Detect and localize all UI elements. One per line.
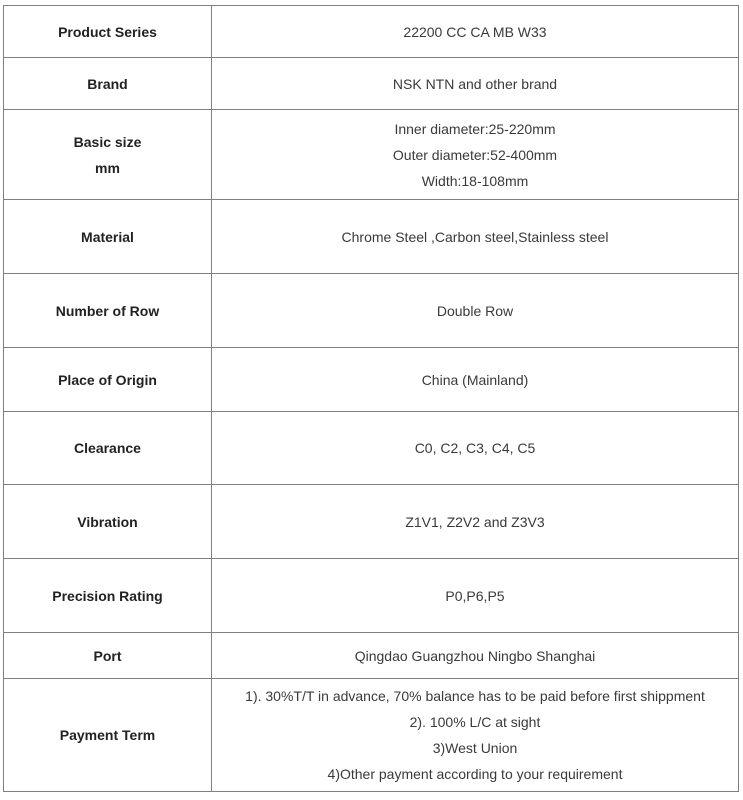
table-row — [4, 485, 739, 559]
table-row — [4, 6, 739, 58]
row-label-material: Material — [4, 200, 212, 274]
table-row — [4, 633, 739, 679]
table-row — [4, 348, 739, 412]
row-value-number-of-row: Double Row — [212, 274, 739, 348]
table-row — [4, 679, 739, 792]
row-value-precision-rating: P0,P6,P5 — [212, 559, 739, 633]
row-label-port: Port — [4, 633, 212, 679]
row-label-product-series: Product Series — [4, 6, 212, 58]
row-label-brand: Brand — [4, 58, 212, 110]
row-value-material: Chrome Steel ,Carbon steel,Stainless steel — [212, 200, 739, 274]
table-row — [4, 559, 739, 633]
table-row — [4, 412, 739, 485]
row-value-vibration: Z1V1, Z2V2 and Z3V3 — [212, 485, 739, 559]
row-value-port: Qingdao Guangzhou Ningbo Shanghai — [212, 633, 739, 679]
row-value-product-series: 22200 CC CA MB W33 — [212, 6, 739, 58]
row-label-vibration: Vibration — [4, 485, 212, 559]
row-value-basic-size: Inner diameter:25-220mm Outer diameter:52-400mm Width:18-108mm — [212, 110, 739, 200]
row-label-basic-size: Basic size mm — [4, 110, 212, 200]
table-row — [4, 58, 739, 110]
row-value-brand: NSK NTN and other brand — [212, 58, 739, 110]
table-row — [4, 274, 739, 348]
row-label-place-of-origin: Place of Origin — [4, 348, 212, 412]
row-label-payment-term: Payment Term — [4, 679, 212, 792]
row-value-payment-term: 1). 30%T/T in advance, 70% balance has to be paid before first shippment 2). 100% L/C at sight 3)West Union 4)Other payment according to your requirement — [212, 679, 739, 792]
table-row — [4, 200, 739, 274]
row-value-clearance: C0, C2, C3, C4, C5 — [212, 412, 739, 485]
row-label-precision-rating: Precision Rating — [4, 559, 212, 633]
table-row — [4, 110, 739, 200]
row-value-place-of-origin: China (Mainland) — [212, 348, 739, 412]
row-label-clearance: Clearance — [4, 412, 212, 485]
product-spec-table — [3, 5, 739, 792]
row-label-number-of-row: Number of Row — [4, 274, 212, 348]
